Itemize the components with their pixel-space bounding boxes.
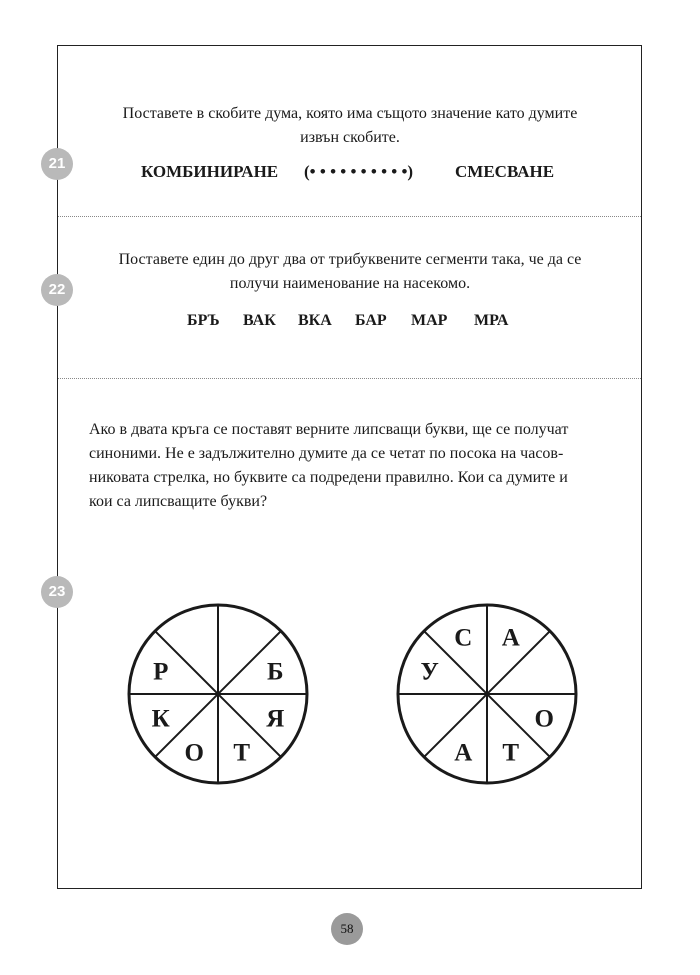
q22-segment-2: ВАК — [243, 312, 276, 329]
question-21-instruction — [60, 102, 640, 150]
left-wheel-segment-letter: К — [151, 705, 170, 733]
left-wheel-segment-letter: Б — [267, 658, 284, 686]
q22-segment-5: МАР — [411, 312, 448, 329]
page-number: 58 — [331, 913, 363, 945]
question-number-badge-21: 21 — [41, 148, 73, 180]
q21-instruction-line-1: Поставете в скобите дума, която има същото значение като думите — [122, 105, 578, 122]
right-wheel-segment-letter: О — [534, 705, 555, 733]
left-wheel-segment-letter: Т — [233, 739, 251, 767]
q21-instruction-line-2: извън скобите. — [300, 129, 400, 146]
q22-instruction-line-1: Поставете един до друг два от трибуквените сегменти така, че да се — [118, 251, 582, 268]
question-number-badge-23: 23 — [41, 576, 73, 608]
right-wheel-segment-letter: Т — [502, 739, 520, 767]
q23-instruction-line-1: Ако в двата кръга се поставят верните липсващи букви, ще се получат — [89, 421, 569, 438]
right-wheel-segment-letter: С — [454, 624, 473, 652]
letter-wheel-left — [123, 599, 313, 789]
q23-instruction-line-3: никовата стрелка, но буквите са подредени правилно. Кои са думите и — [89, 469, 568, 486]
q21-word-left: КОМБИНИРАНЕ — [141, 162, 279, 181]
question-23-instruction — [89, 418, 629, 514]
left-wheel-segment-letter: Я — [266, 705, 285, 733]
q23-instruction-line-4: кои са липсващите букви? — [89, 493, 268, 510]
left-wheel-segment-letter: О — [184, 739, 205, 767]
left-wheel-segment-letter: Р — [153, 658, 169, 686]
right-wheel-segment-letter: А — [454, 739, 473, 767]
section-divider-1 — [58, 216, 641, 217]
q22-segment-1: БРЪ — [187, 312, 220, 329]
q22-segment-6: МРА — [474, 312, 509, 329]
question-number-badge-22: 22 — [41, 274, 73, 306]
q22-segment-4: БАР — [355, 312, 387, 329]
letter-wheel-right — [392, 599, 582, 789]
q22-segment-3: ВКА — [298, 312, 332, 329]
q21-word-right: СМЕСВАНЕ — [455, 162, 555, 181]
right-wheel-segment-letter: А — [501, 624, 520, 652]
q22-instruction-line-2: получи наименование на насекомо. — [229, 275, 471, 292]
q23-instruction-line-2: синоними. Не е задължително думите да се четат по посока на часов- — [89, 445, 564, 462]
right-wheel-segment-letter: У — [420, 658, 439, 686]
question-22-instruction — [60, 248, 640, 296]
section-divider-2 — [58, 378, 641, 379]
q21-answer-blank: (• • • • • • • • • •) — [304, 162, 414, 181]
